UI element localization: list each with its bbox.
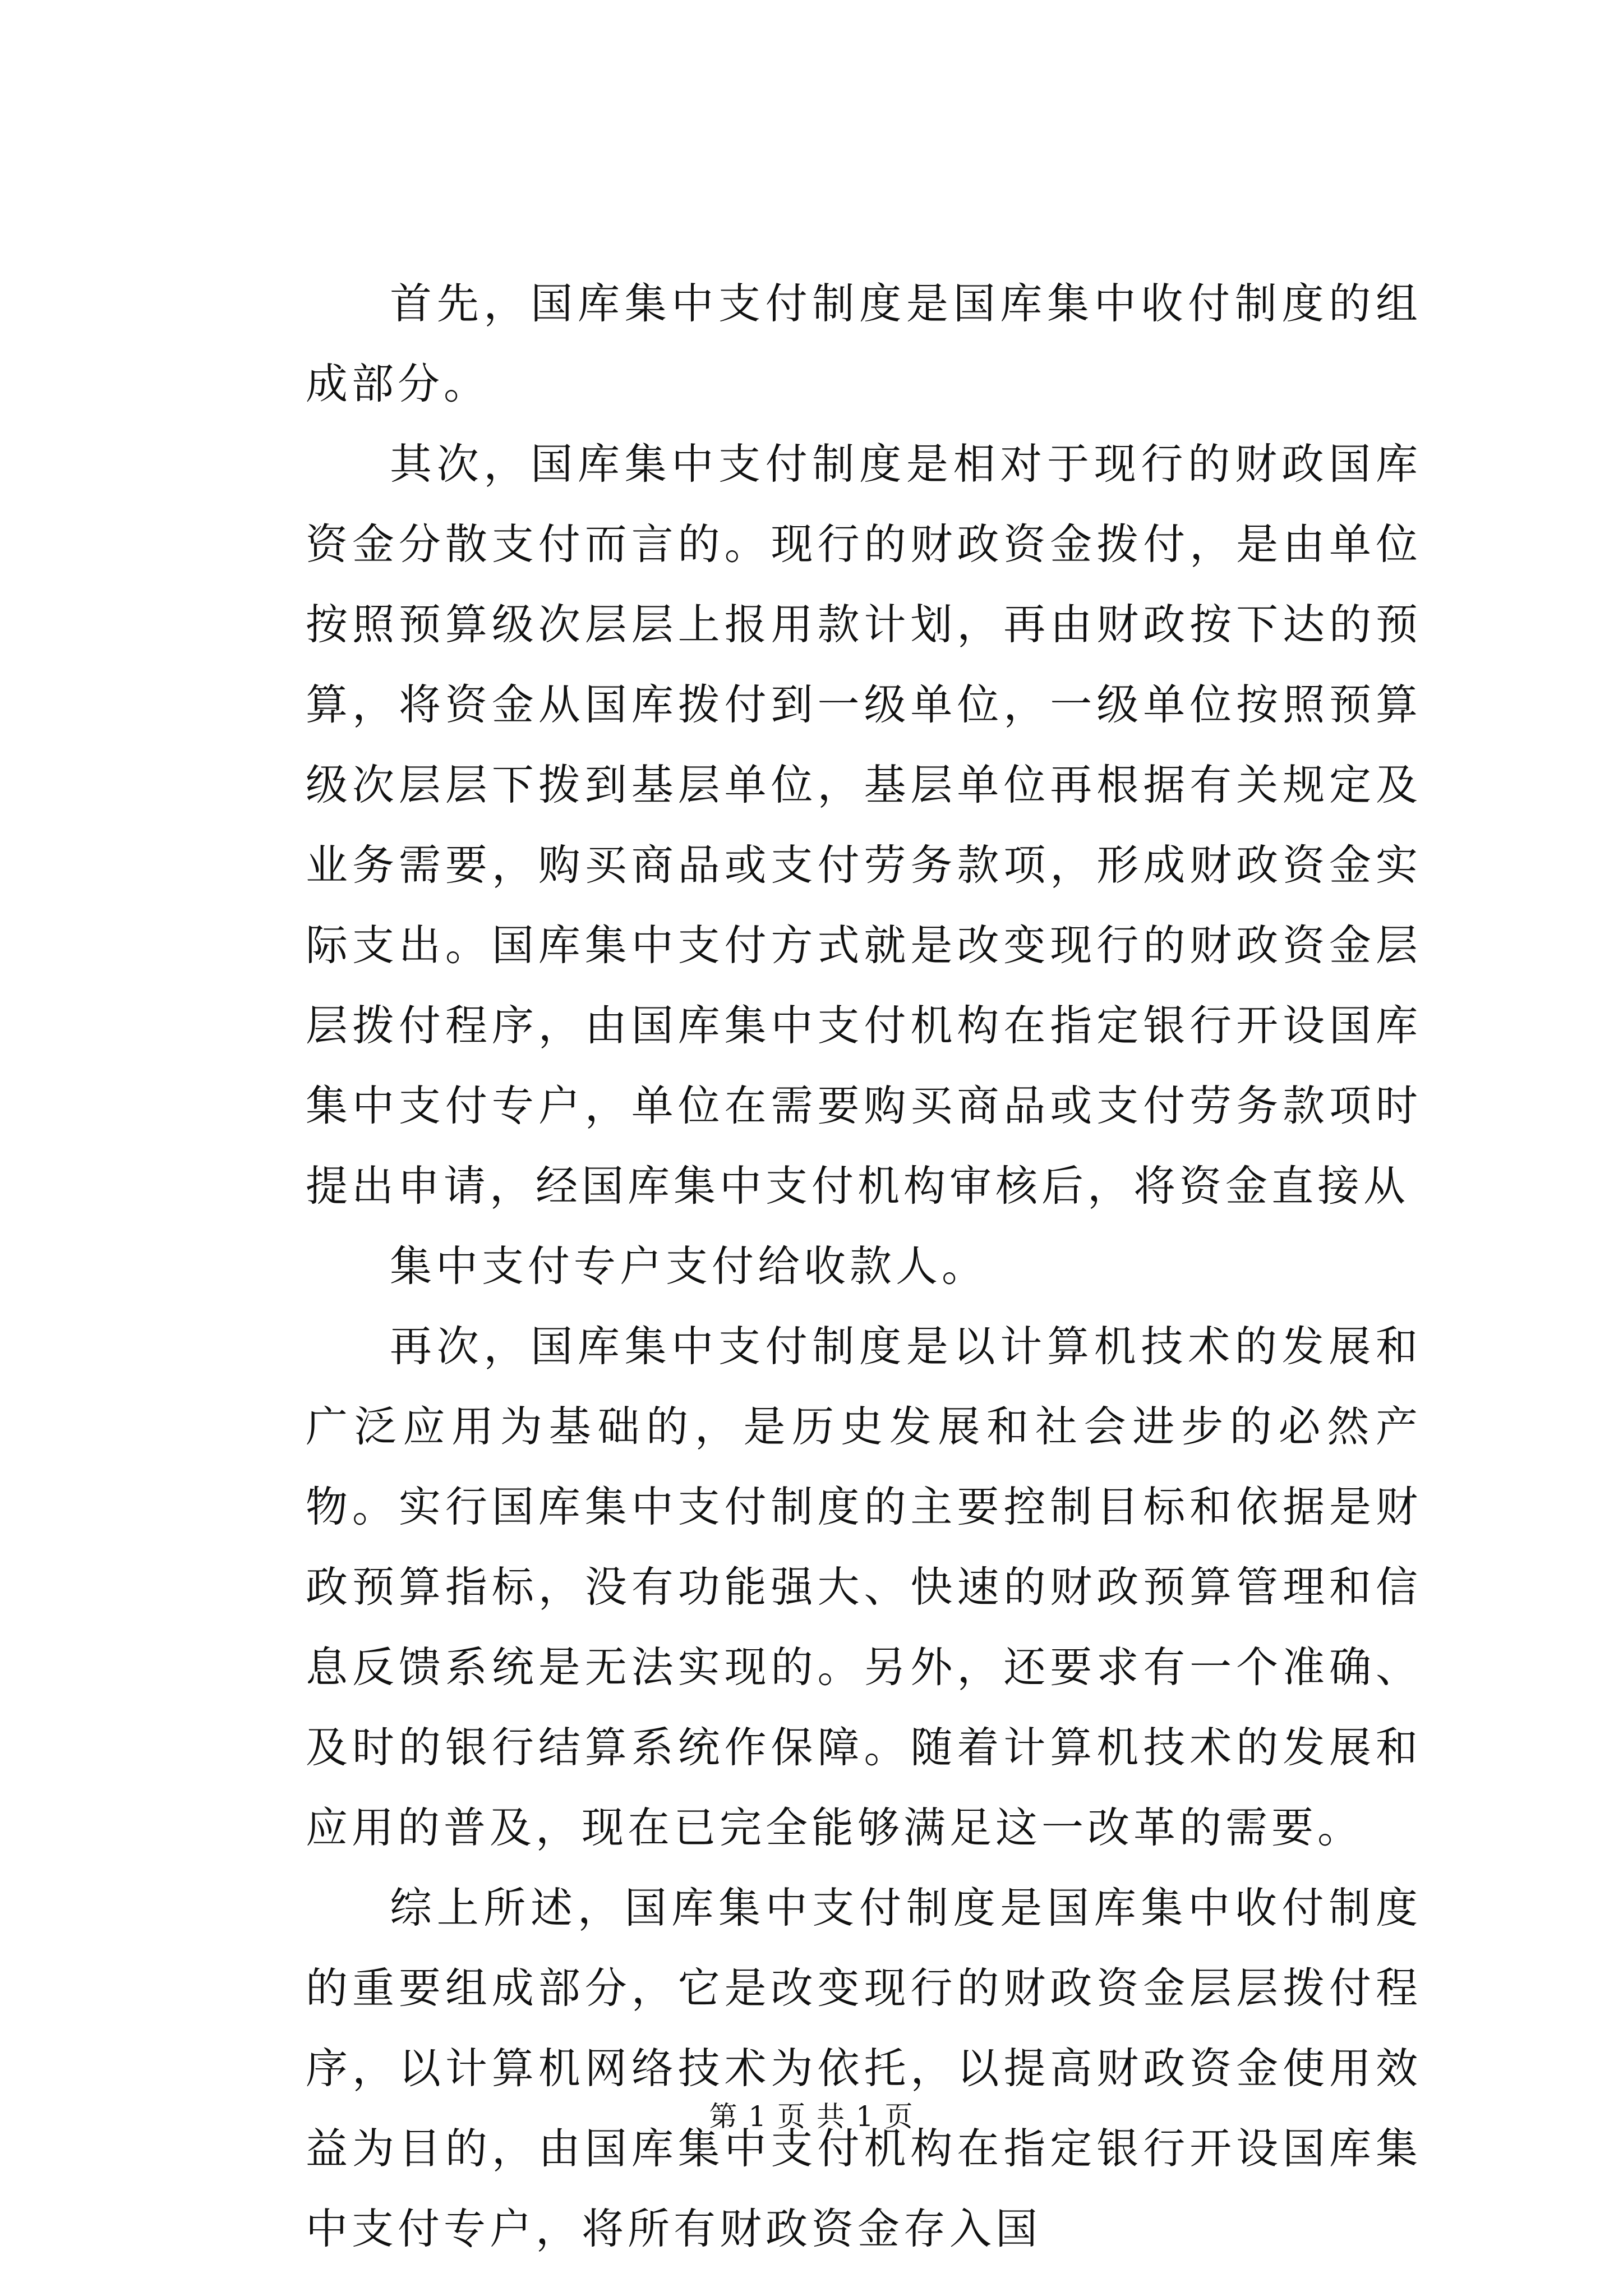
paragraph-continuation: 集中支付专户支付给收款人。 (390, 1241, 988, 1291)
paragraph-first: 首先，国库集中支付制度是国库集中收付制度的组成部分。 (306, 279, 1422, 408)
page-number-footer: 第 1 页 共 1 页 (709, 2100, 914, 2133)
paragraph-second: 其次，国库集中支付制度是相对于现行的财政国库资金分散支付而言的。现行的财政资金拨付，是由单位按照预算级次层层上报用款计划，再由财政按下达的预算，将资金从国库拨付到一级单位，一级单位按照预算级次层层下拨到基层单位，基层单位再根据有关规定及业务需要，购买商品或支付劳务款项，形成财政资金实际支出。国库集中支付方式就是改变现行的财政资金层层拨付程序，由国库集中支付机构在指定银行开设国库集中支付专户，单位在需要购买商品或支付劳务款项时提出申请，经国库集中支付机构审核后，将资金直接从 (306, 439, 1422, 1211)
paragraph-third: 再次，国库集中支付制度是以计算机技术的发展和广泛应用为基础的，是历史发展和社会进步的必然产物。实行国库集中支付制度的主要控制目标和依据是财政预算指标，没有功能强大、快速的财政预算管理和信息反馈系统是无法实现的。另外，还要求有一个准确、及时的银行结算系统作保障。随着计算机技术的发展和应用的普及，现在已完全能够满足这一改革的需要。 (306, 1322, 1422, 1852)
document-body (306, 264, 1422, 2269)
paragraph-summary: 综上所述，国库集中支付制度是国库集中收付制度的重要组成部分，它是改变现行的财政资金层层拨付程序，以计算机网络技术为依托，以提高财政资金使用效益为目的，由国库集中支付机构在指定银行开设国库集中支付专户，将所有财政资金存入国 (306, 1883, 1422, 2253)
